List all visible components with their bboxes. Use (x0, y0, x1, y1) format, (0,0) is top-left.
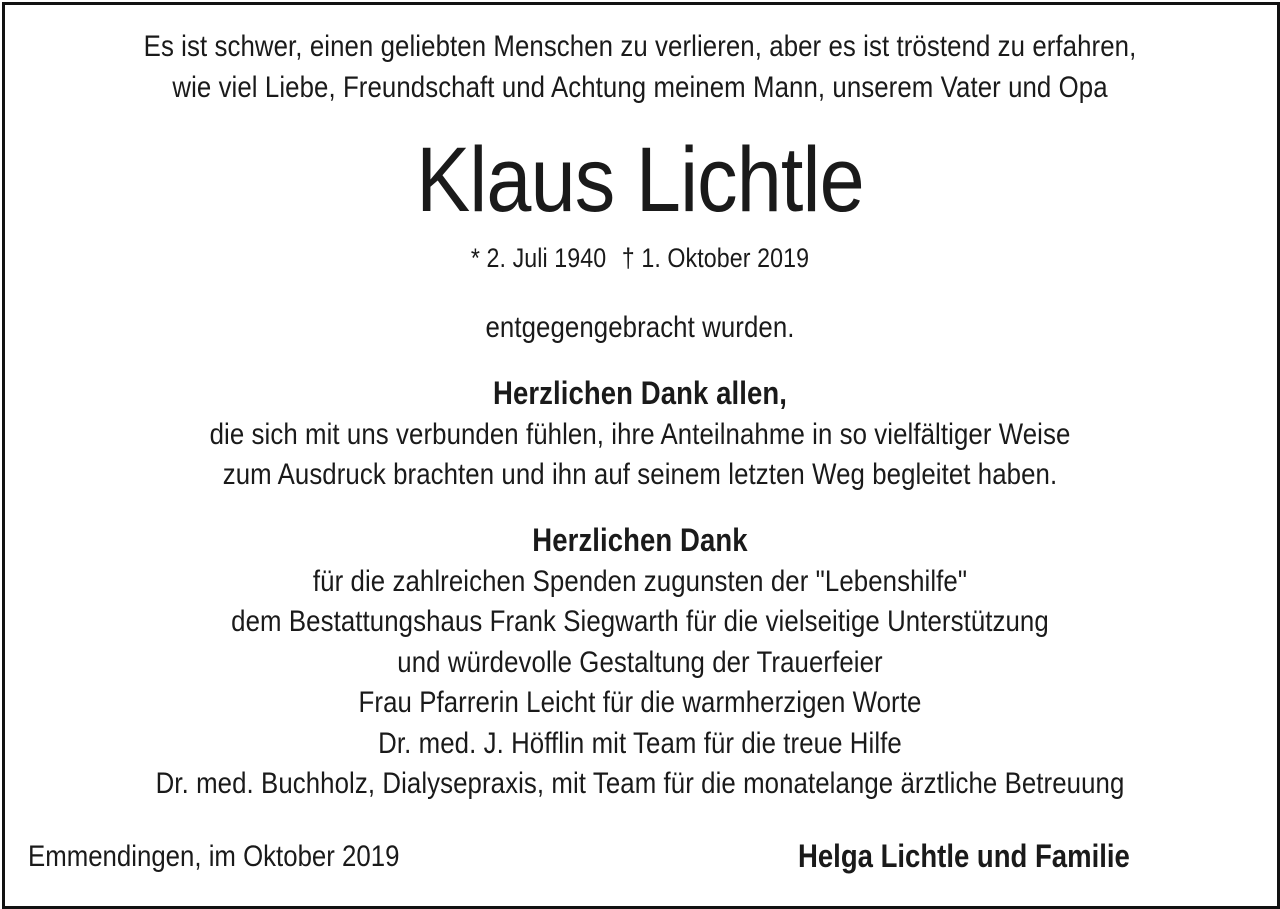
thanks-heading: Herzlichen Dank (532, 522, 748, 558)
thanks-all-line-1: die sich mit uns verbunden fühlen, ihre Anteilnahme in so vielfältiger Weise (209, 418, 1071, 451)
intro-line-1: Es ist schwer, einen geliebten Menschen zu verlieren, aber es ist tröstend zu erfahren, (143, 30, 1137, 63)
place-date: Emmendingen, im Oktober 2019 (28, 840, 400, 873)
thanks-line-5: Dr. med. J. Höfflin mit Team für die treue Hilfe (378, 727, 902, 760)
birth-date: * 2. Juli 1940 (470, 243, 607, 273)
thanks-all-line-2: zum Ausdruck brachten und ihn auf seinem letzten Weg begleitet haben. (222, 458, 1058, 491)
thanks-line-2: dem Bestattungshaus Frank Siegwarth für die vielseitige Unterstützung (231, 605, 1049, 638)
life-dates (90, 243, 1191, 274)
deceased-name: Klaus Lichtle (416, 129, 864, 231)
thanks-all-heading: Herzlichen Dank allen, (492, 375, 788, 411)
thanks-line-1: für die zahlreichen Spenden zugunsten der "Lebenshilfe" (312, 565, 968, 598)
signature: Helga Lichtle und Familie (798, 838, 1130, 874)
continuation-text: entgegengebracht wurden. (485, 311, 795, 344)
death-date: † 1. Oktober 2019 (621, 243, 810, 273)
thanks-line-3: und würdevolle Gestaltung der Trauerfeier (397, 646, 883, 679)
intro-line-2: wie viel Liebe, Freundschaft und Achtung meinem Mann, unserem Vater und Opa (172, 71, 1108, 104)
thanks-line-6: Dr. med. Buchholz, Dialysepraxis, mit Team für die monatelange ärztliche Betreuung (155, 767, 1125, 800)
thanks-line-4: Frau Pfarrerin Leicht für die warmherzigen Worte (358, 686, 922, 719)
